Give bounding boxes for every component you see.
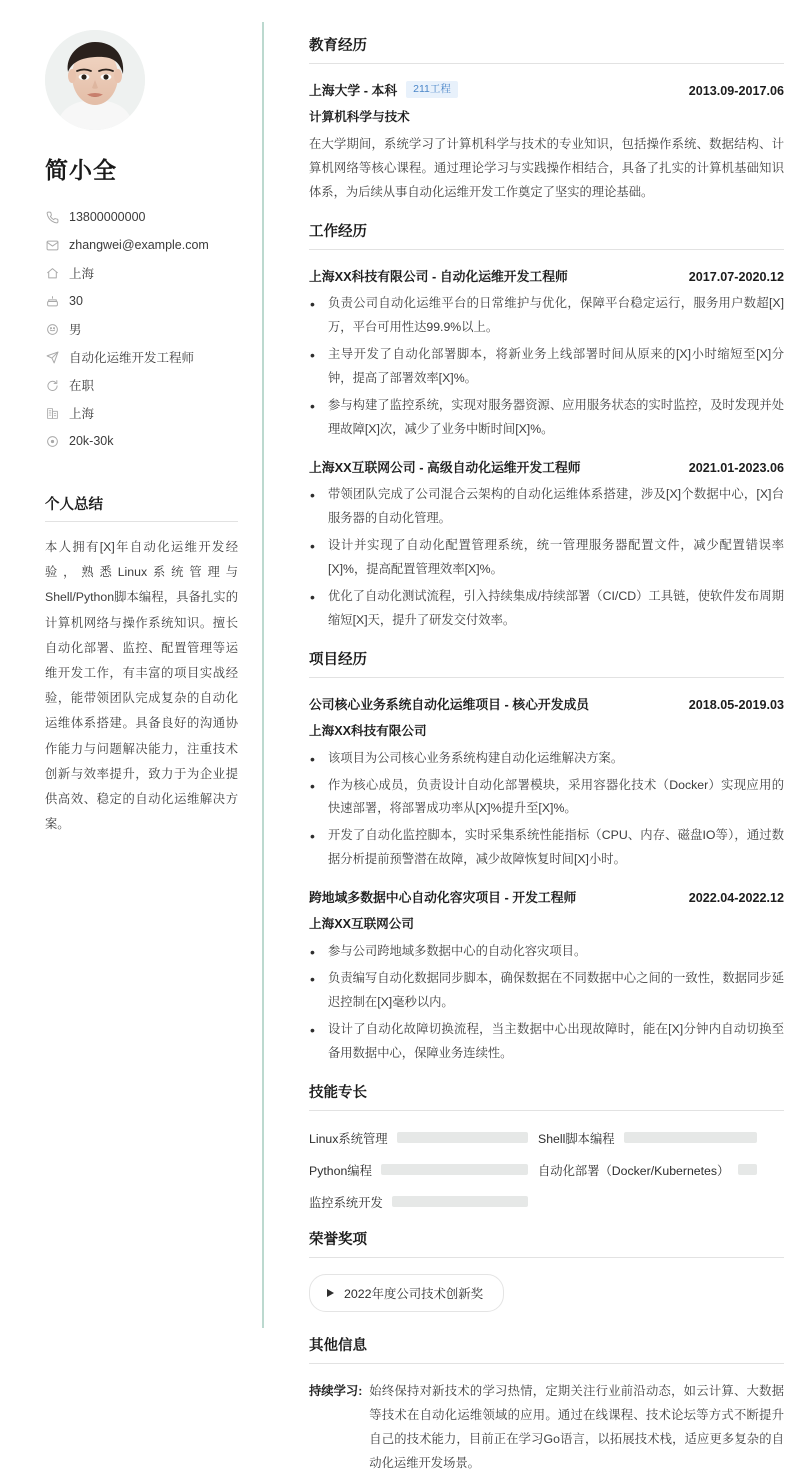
home-icon xyxy=(45,266,59,280)
skill-label: 自动化部署（Docker/Kubernetes） xyxy=(538,1163,730,1178)
award-chip[interactable] xyxy=(309,1274,504,1312)
education-school xyxy=(309,80,679,99)
contact-value: 上海 xyxy=(69,407,95,421)
list-item: • 参与公司跨地域多数据中心的自动化容灾项目。 xyxy=(309,940,784,964)
contact-value: 上海 xyxy=(69,267,95,281)
contact-job-title xyxy=(45,343,238,371)
list-item: • 带领团队完成了公司混合云架构的自动化运维体系搭建，涉及[X]个数据中心，[X]台服务器的自动化管理。 xyxy=(309,483,784,531)
project-title: 跨地域多数据中心自动化容灾项目 - 开发工程师 xyxy=(309,890,577,906)
skill-item xyxy=(309,1191,528,1212)
contact-value: 自动化运维开发工程师 xyxy=(69,351,195,365)
list-item: • 设计了自动化故障切换流程，当主数据中心出现故障时，能在[X]分钟内自动切换至备用数据中心，保障业务连续性。 xyxy=(309,1018,784,1066)
section-skills xyxy=(309,1081,784,1212)
triangle-right-icon xyxy=(327,1289,334,1297)
project-entry xyxy=(309,887,784,1066)
skill-progress-track xyxy=(624,1132,757,1143)
project-entry xyxy=(309,694,784,873)
section-work xyxy=(309,220,784,633)
skill-progress-track xyxy=(381,1164,528,1175)
list-item: • 负责编写自动化数据同步脚本，确保数据在不同数据中心之间的一致性，数据同步延迟控制在[X]毫秒以内。 xyxy=(309,967,784,1015)
avatar xyxy=(45,30,145,130)
section-title-skills: 技能专长 xyxy=(309,1081,784,1111)
other-info-row xyxy=(309,1380,784,1476)
work-date: 2017.07-2020.12 xyxy=(688,269,784,284)
contact-location xyxy=(45,259,238,287)
project-entry-head xyxy=(309,694,784,713)
refresh-icon xyxy=(45,378,59,392)
education-date: 2013.09-2017.06 xyxy=(688,84,784,98)
section-title-education: 教育经历 xyxy=(309,34,784,64)
section-title-work: 工作经历 xyxy=(309,220,784,250)
project-date: 2022.04-2022.12 xyxy=(688,891,784,906)
building-icon xyxy=(45,406,59,420)
contact-value: 30 xyxy=(69,294,83,308)
section-projects xyxy=(309,648,784,1067)
work-bullets xyxy=(309,292,784,442)
portrait-photo-icon xyxy=(45,30,145,130)
summary-section-title: 个人总结 xyxy=(45,493,238,522)
contact-status xyxy=(45,371,238,399)
project-entry-head xyxy=(309,887,784,906)
project-bullets xyxy=(309,940,784,1066)
education-description: 在大学期间，系统学习了计算机科学与技术的专业知识，包括操作系统、数据结构、计算机网络等核心课程。通过理论学习与实践操作相结合，具备了扎实的计算机基础知识体系，为后续从事自动化运维开发工作奠定了坚实的理论基础。 xyxy=(309,137,784,199)
other-info-label: 持续学习: xyxy=(309,1384,363,1399)
contact-workplace xyxy=(45,399,238,427)
work-date: 2021.01-2023.06 xyxy=(688,460,784,475)
main-content xyxy=(264,0,794,1471)
other-info-text: 始终保持对新技术的学习热情，定期关注行业前沿动态，如云计算、大数据等技术在自动化运维领域的应用。通过在线课程、技术论坛等方式不断提升自己的技术能力，目前正在学习Go语言，以拓展技术栈，适应更多复杂的自动化运维开发场景。 xyxy=(369,1384,784,1471)
list-item: • 参与构建了监控系统，实现对服务器资源、应用服务状态的实时监控，及时发现并处理故障[X]次，减少了业务中断时间[X]%。 xyxy=(309,394,784,442)
work-entry xyxy=(309,457,784,633)
contact-email xyxy=(45,231,238,259)
work-entry-head xyxy=(309,457,784,476)
skill-progress-track xyxy=(397,1132,528,1143)
contact-value: 在职 xyxy=(69,379,95,393)
page-title: 简小全 xyxy=(45,157,117,183)
section-education xyxy=(309,34,784,205)
contact-value: zhangwei@example.com xyxy=(69,238,209,252)
work-bullets xyxy=(309,483,784,633)
list-item: • 优化了自动化测试流程，引入持续集成/持续部署（CI/CD）工具链，使软件发布周期缩短[X]天，提升了研发交付效率。 xyxy=(309,585,784,633)
section-title-other-info: 其他信息 xyxy=(309,1334,784,1364)
skill-item xyxy=(538,1159,757,1180)
list-item: • 作为核心成员，负责设计自动化部署模块，采用容器化技术（Docker）实现应用的快速部署，将部署成功率从[X]%提升至[X]%。 xyxy=(309,774,784,822)
skill-label: 监控系统开发 xyxy=(309,1195,383,1210)
contact-age xyxy=(45,287,238,315)
contact-value: 13800000000 xyxy=(69,210,146,224)
work-title: 上海XX科技有限公司 - 自动化运维开发工程师 xyxy=(309,268,568,284)
project-date: 2018.05-2019.03 xyxy=(688,697,784,712)
contact-gender xyxy=(45,315,238,343)
skill-label: Shell脚本编程 xyxy=(538,1131,615,1146)
skills-grid xyxy=(309,1127,784,1212)
skill-progress-track xyxy=(738,1164,757,1175)
contact-value: 20k-30k xyxy=(69,434,114,448)
skill-item xyxy=(309,1159,528,1180)
work-entry-head xyxy=(309,266,784,285)
list-item: • 负责公司自动化运维平台的日常维护与优化，保障平台稳定运行，服务用户数超[X]万，平台可用性达99.9%以上。 xyxy=(309,292,784,340)
phone-icon xyxy=(45,210,59,224)
project-company: 上海XX科技有限公司 xyxy=(309,723,427,738)
skill-label: Python编程 xyxy=(309,1163,372,1178)
project-company: 上海XX互联网公司 xyxy=(309,917,414,932)
skill-progress-track xyxy=(392,1196,528,1207)
list-item: • 设计并实现了自动化配置管理系统，统一管理服务器配置文件，减少配置错误率[X]%，提高配置管理效率[X]%。 xyxy=(309,534,784,582)
education-major: 计算机科学与技术 xyxy=(309,110,410,124)
contact-value: 男 xyxy=(69,323,82,337)
summary-text: 本人拥有[X]年自动化运维开发经验，熟悉Linux系统管理与Shell/Python脚本编程，具备扎实的计算机网络与操作系统知识。擅长自动化部署、监控、配置管理等运维开发工作，有丰富的项目实战经验，能带领团队完成复杂的自动化运维体系搭建。具备良好的沟通协作能力与问题解决能力，注重技术创新与效率提升，致力于为企业提供高效、稳定的自动化运维解决方案。 xyxy=(45,540,238,832)
envelope-icon xyxy=(45,238,59,252)
section-title-projects: 项目经历 xyxy=(309,648,784,678)
section-awards xyxy=(309,1228,784,1328)
gender-icon xyxy=(45,322,59,336)
skill-item xyxy=(309,1127,528,1148)
skill-item xyxy=(538,1127,757,1148)
project-title: 公司核心业务系统自动化运维项目 - 核心开发成员 xyxy=(309,696,590,712)
section-title-awards: 荣誉奖项 xyxy=(309,1228,784,1258)
education-entry xyxy=(309,80,784,205)
cake-icon xyxy=(45,294,59,308)
contact-list xyxy=(45,203,238,455)
education-entry-head xyxy=(309,80,784,99)
work-entry xyxy=(309,266,784,442)
list-item: • 开发了自动化监控脚本，实时采集系统性能指标（CPU、内存、磁盘IO等），通过数据分析提前预警潜在故障，减少故障恢复时间[X]小时。 xyxy=(309,824,784,872)
paper-plane-icon xyxy=(45,350,59,364)
work-title: 上海XX互联网公司 - 高级自动化运维开发工程师 xyxy=(309,459,581,475)
contact-phone xyxy=(45,203,238,231)
status-badge: 211工程 xyxy=(406,81,458,99)
coin-icon xyxy=(45,434,59,448)
list-item: • 主导开发了自动化部署脚本，将新业务上线部署时间从原来的[X]小时缩短至[X]分钟，提高了部署效率[X]%。 xyxy=(309,343,784,391)
list-item: • 该项目为公司核心业务系统构建自动化运维解决方案。 xyxy=(309,747,784,771)
award-label: 2022年度公司技术创新奖 xyxy=(344,1287,484,1302)
section-other-info xyxy=(309,1334,784,1476)
skill-label: Linux系统管理 xyxy=(309,1131,388,1146)
sidebar xyxy=(0,0,264,1350)
education-school-label: 上海大学 - 本科 xyxy=(309,83,398,98)
project-bullets xyxy=(309,747,784,873)
contact-salary xyxy=(45,427,238,455)
